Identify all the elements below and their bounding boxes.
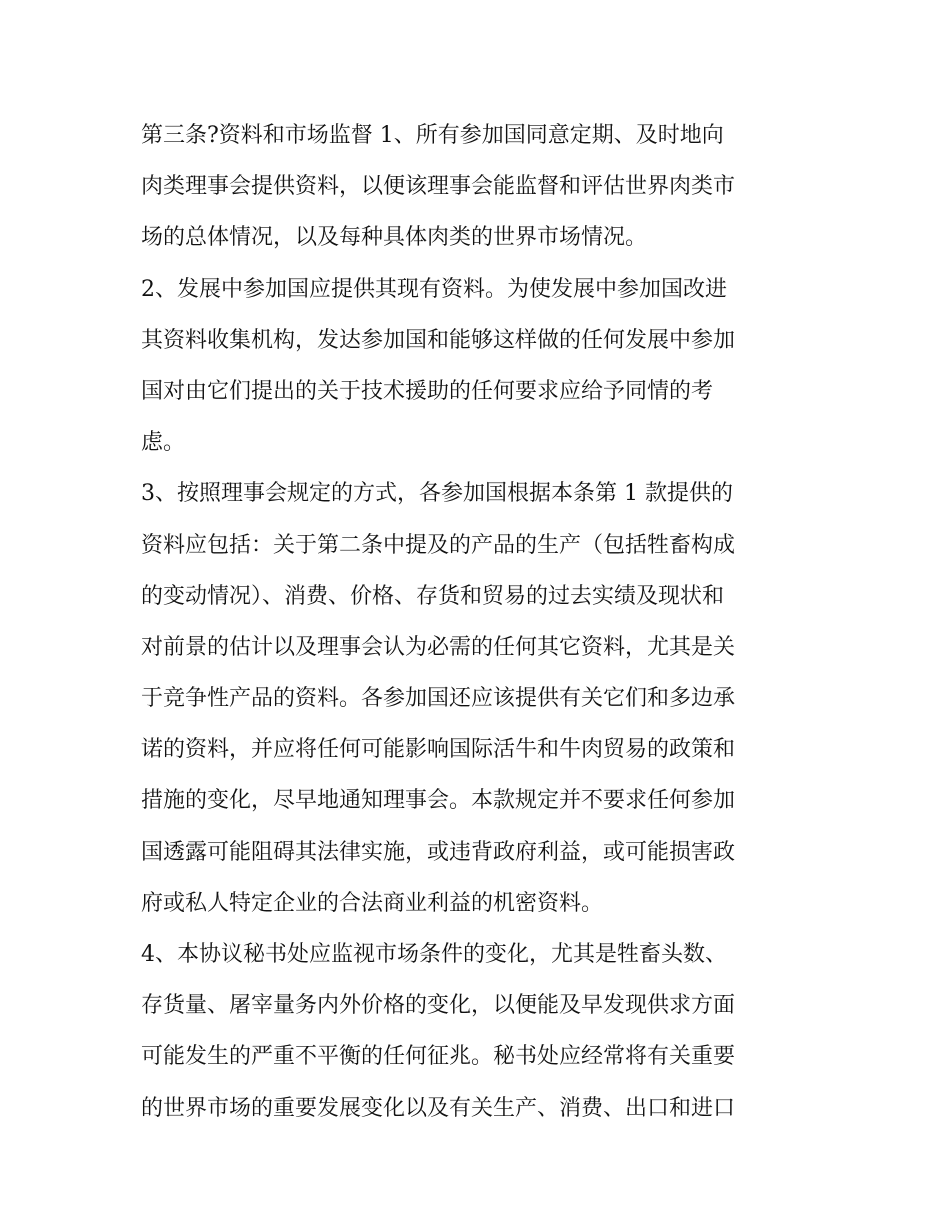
text-line: 措施的变化，尽早地通知理事会。本款规定并不要求任何参加 [141,788,736,814]
text-line: 3、按照理事会规定的方式，各参加国根据本条第 1 款提供的 [141,481,733,507]
text-line: 对前景的估计以及理事会认为必需的任何其它资料，尤其是关 [141,634,736,660]
text-line: 府或私人特定企业的合法商业利益的机密资料。 [141,890,604,916]
text-line: 的变动情况）、消费、价格、存货和贸易的过去实绩及现状和 [141,583,725,609]
text-line: 可能发生的严重不平衡的任何征兆。秘书处应经常将有关重要 [141,1044,736,1070]
text-line: 肉类理事会提供资料，以便该理事会能监督和评估世界肉类市 [141,174,736,200]
text-line: 2、发展中参加国应提供其现有资料。为使发展中参加国改进 [141,276,727,302]
text-line: 虑。 [141,430,186,456]
text-line: 诺的资料，并应将任何可能影响国际活牛和牛肉贸易的政策和 [141,737,736,763]
text-line: 场的总体情况，以及每种具体肉类的世界市场情况。 [141,225,648,251]
text-line: 4、本协议秘书处应监视市场条件的变化，尤其是牲畜头数、 [141,942,727,967]
text-line: 的世界市场的重要发展变化以及有关生产、消费、出口和进口 [141,1095,736,1121]
text-line: 第三条?资料和市场监督 1、所有参加国同意定期、及时地向 [141,123,724,148]
text-line: 存货量、屠宰量务内外价格的变化，以便能及早发现供求方面 [141,993,736,1019]
text-line: 于竞争性产品的资料。各参加国还应该提供有关它们和多边承 [141,686,736,712]
document-body [141,110,811,1134]
text-line: 资料应包括：关于第二条中提及的产品的生产（包括牲畜构成 [141,532,736,558]
text-line: 其资料收集机构，发达参加国和能够这样做的任何发展中参加 [141,327,736,353]
text-line: 国对由它们提出的关于技术援助的任何要求应给予同情的考 [141,378,714,404]
text-line: 国透露可能阻碍其法律实施，或违背政府利益，或可能损害政 [141,839,736,865]
